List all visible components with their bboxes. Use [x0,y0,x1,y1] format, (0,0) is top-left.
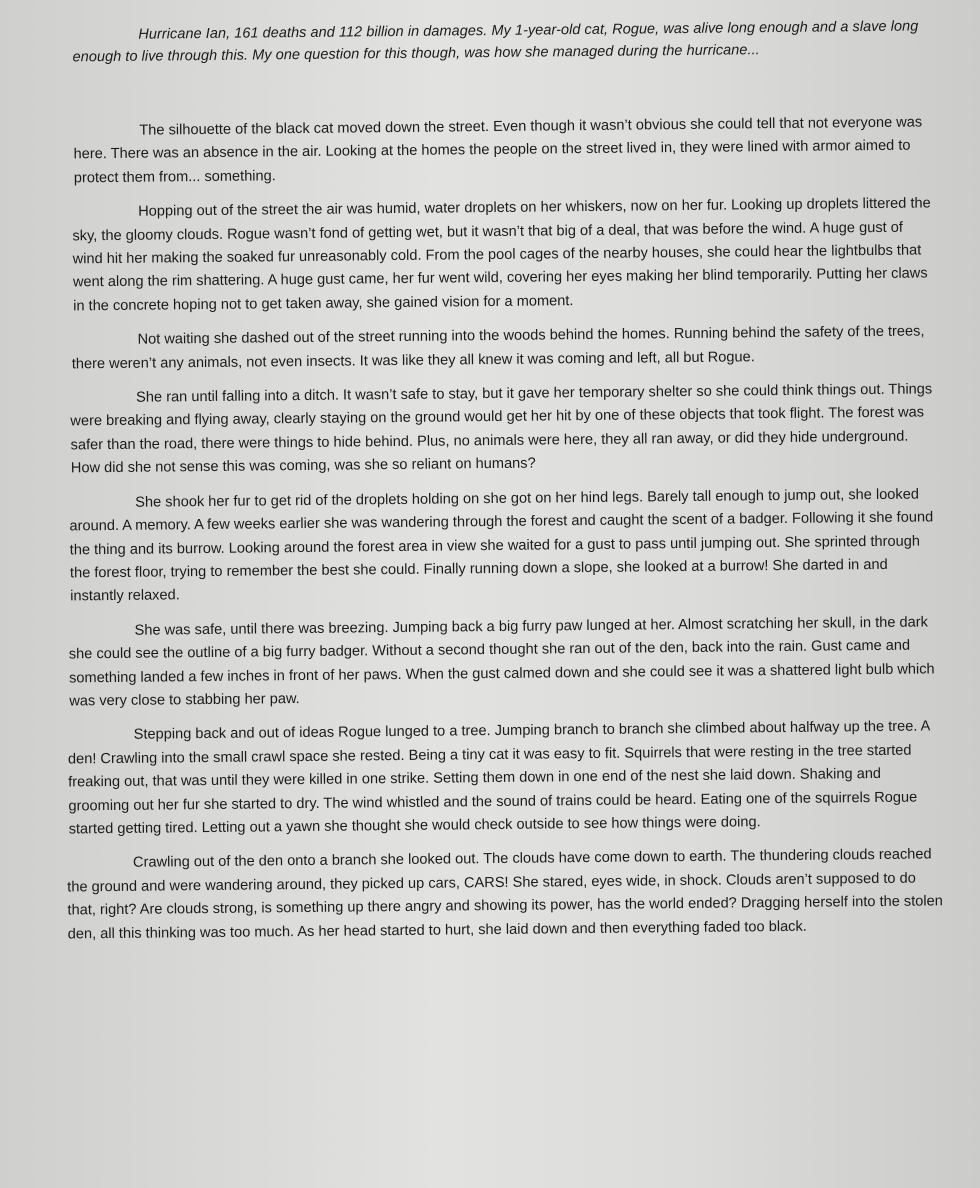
story-paragraph-3: Not waiting she dashed out of the street running into the woods behind the homes. Running behind the safety of the trees, there weren’t any animals, not even insects. It was like they all knew it was coming and left, all but Rogue. [71,323,925,373]
story-paragraph-8: Crawling out of the den onto a branch she looked out. The clouds have come down to earth. The thundering clouds reached the ground and were wandering around, they picked up cars, CARS! She stared, eyes wide, in shock. Clouds aren’t supposed to do that, right? Are clouds strong, is something up there angry and showing its power, has the world ended? Dragging herself into the stolen den, all this thinking was too much. As her head started to hurt, she laid down and then everything faded too black. [67,846,943,943]
story-paragraph-6: She was safe, until there was breezing. Jumping back a big furry paw lunged at her. Almost scratching her skull, in the dark she could see the outline of a big furry badger. Without a second thought she ran out of the den, back into the rain. Gust came and something landed a few inches in front of her paws. When the gust calmed down and she could see it was a shattered light bulb which was very close to stabbing her paw. [68,614,935,710]
story-paragraph-5: She shook her fur to get rid of the droplets holding on she got on her hind legs. Barely tall enough to jump out, she looked around. A memory. A few weeks earlier she was wandering through the forest and caught the scent of a badger. Following it she found the thing and its burrow. Looking around the forest area in view she waited for a gust to pass until jumping out. She sprinted through the forest floor, trying to remember the best she could. Finally running down a slope, she looked at a burrow! She darted in and instantly relaxed. [69,486,934,605]
intro-paragraph: Hurricane Ian, 161 deaths and 112 billion in damages. My 1-year-old cat, Rogue, was alive long enough and a slave long enough to live through this. My one question for this though, was how she managed during the hurricane... [72,18,919,66]
story-paragraph-4: She ran until falling into a ditch. It wasn’t safe to stay, but it gave her temporary shelter so she could think things out. Things were breaking and flying away, clearly staying on the ground would get her hit by one of these objects that took flight. The forest was safer than the road, there were things to hide behind. Plus, no animals were here, they all ran away, or did they hide underground. How did she not sense this was coming, was she so reliant on humans? [70,381,933,477]
story-paragraph-2: Hopping out of the street the air was humid, water droplets on her whiskers, now on her fur. Looking up droplets littered the sky, the gloomy clouds. Rogue wasn’t fond of getting wet, but it wasn’t that big of a deal, that was before the wind. A huge gust of wind hit her making the soaked fur unreasonably cold. From the pool cages of the nearby houses, she could hear the lightbulbs that went along the rim shattering. A huge gust came, her fur went wild, covering her eyes making her blind temporarily. Putting her claws in the concrete hoping not to get taken away, she gained vision for a moment. [72,195,931,315]
story-paragraph-7: Stepping back and out of ideas Rogue lunged to a tree. Jumping branch to branch she climbed about halfway up the tree. A den! Crawling into the small crawl space she rested. Being a tiny cat it was easy to fit. Squirrels that were resting in the tree started freaking out, that was until they were killed in one strike. Setting them down in one end of the nest she laid down. Shaking and grooming out her fur she started to dry. The wind whistled and the sound of trains could be heard. Eating one of the squirrels Rogue started getting tired. Letting out a yawn she thought she would check outside to see how things were doing. [67,718,930,838]
story-paragraph-1: The silhouette of the black cat moved down the street. Even though it wasn’t obvious she could tell that not everyone was here. There was an absence in the air. Looking at the homes the people on the street lived in, they were lined with armor aimed to protect them from... something. [73,114,923,187]
